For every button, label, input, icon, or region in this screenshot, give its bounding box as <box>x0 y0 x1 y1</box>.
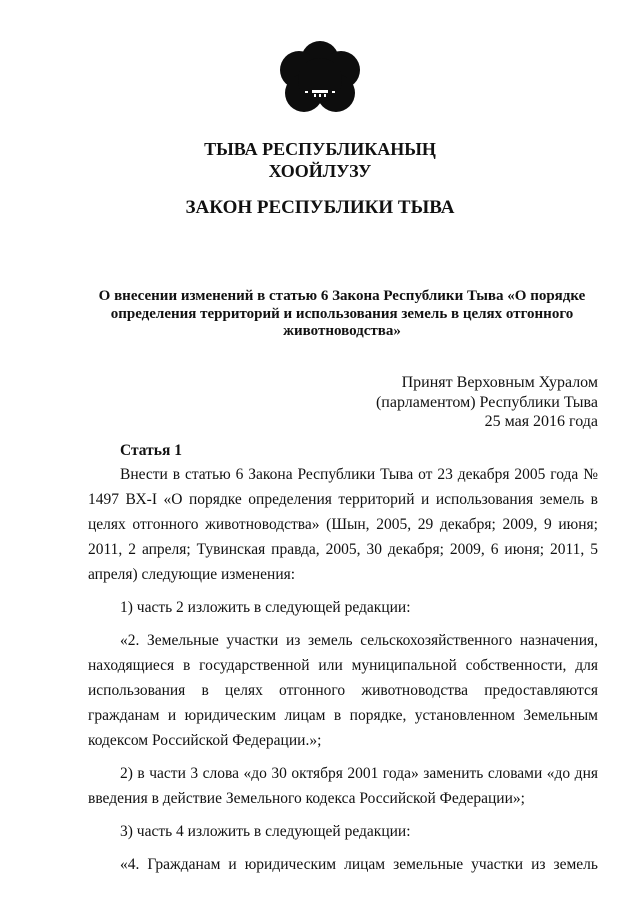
article-paragraph: Внести в статью 6 Закона Республики Тыва от 23 декабря 2005 года № 1497 ВХ-I «О порядке определения территорий и использования земель в целях отгонного животноводства» (Шын, 2005, 29 декабря; 2009, 9 июня; 2011, 2 апреля; Тувинская правда, 2005, 30 декабря; 2009, 6 июня; 2011, 5 апреля) следующие изменения: <box>88 466 598 583</box>
article-paragraph: 2) в части 3 слова «до 30 октября 2001 года» заменить словами «до дня введения в действие Земельного кодекса Российской Федерации»; <box>88 765 598 807</box>
adoption-note-line1: Принят Верховным Хуралом <box>401 374 598 391</box>
tyva-law-heading <box>0 138 640 182</box>
law-subject <box>88 288 596 341</box>
article-title: Статья 1 <box>120 442 182 459</box>
tuva-emblem-icon <box>274 38 366 118</box>
adoption-note-line3: 25 мая 2016 года <box>484 413 598 430</box>
article-paragraph: «2. Земельные участки из земель сельскохозяйственного назначения, находящиеся в государственной или муниципальной собственности, для использования в целях отгонного животноводства предоставляются гражданам и юридическим лицам в порядке, установленном Земельным кодексом Российской Федерации.»; <box>88 632 598 749</box>
law-subject-line3: животноводства» <box>283 323 401 339</box>
adoption-note-line2: (парламентом) Республики Тыва <box>375 393 598 411</box>
law-title: ЗАКОН РЕСПУБЛИКИ ТЫВА <box>185 197 455 218</box>
law-subject-line2: определения территорий и использования земель в целях отгонного <box>110 305 574 322</box>
article-paragraph: «4. Гражданам и юридическим лицам земельные участки из земель <box>120 856 598 873</box>
adoption-note <box>300 373 598 432</box>
article-paragraph: 1) часть 2 изложить в следующей редакции: <box>120 599 411 616</box>
article-paragraph: 3) часть 4 изложить в следующей редакции: <box>120 823 411 840</box>
tyva-law-heading-line1: ТЫВА РЕСПУБЛИКАНЫҢ <box>204 139 436 159</box>
tyva-law-heading-line2: ХООЙЛУЗУ <box>268 161 372 181</box>
law-subject-line1: О внесении изменений в статью 6 Закона Республики Тыва «О порядке <box>98 288 586 304</box>
article-body <box>88 462 598 877</box>
